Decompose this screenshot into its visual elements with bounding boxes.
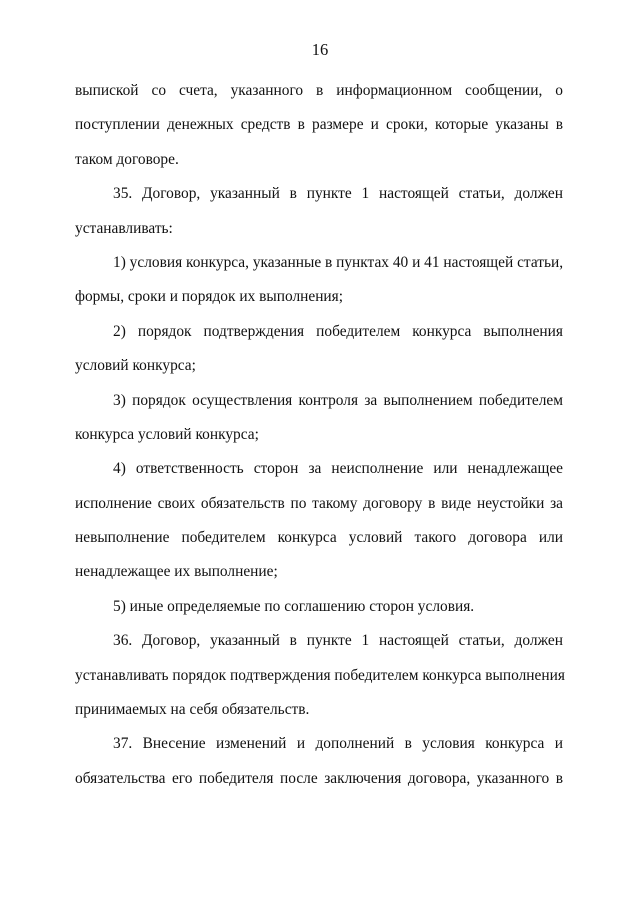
text-line: конкурса условий конкурса; [75, 425, 259, 443]
text-line: исполнение своих обязательств по такому договору в виде неустойки за [75, 494, 563, 512]
paragraph-item-35-3 [75, 388, 563, 457]
text-line: 36. Договор, указанный в пункте 1 настоящей статьи, должен [113, 632, 563, 650]
paragraph-item-37 [75, 731, 563, 800]
text-line: 2) порядок подтверждения победителем конкурса выполнения [113, 322, 563, 340]
document-body [75, 78, 563, 800]
text-line: таком договоре. [75, 150, 179, 168]
text-line: ненадлежащее их выполнение; [75, 563, 278, 581]
text-line: 3) порядок осуществления контроля за выполнением победителем [113, 391, 563, 409]
text-line: устанавливать: [75, 219, 173, 237]
text-line: 4) ответственность сторон за неисполнение или ненадлежащее [113, 460, 563, 478]
paragraph-item-36 [75, 628, 563, 731]
paragraph-continuation [75, 78, 563, 181]
text-line: 37. Внесение изменений и дополнений в условия конкурса и [113, 735, 563, 753]
text-line: 1) условия конкурса, указанные в пунктах 40 и 41 настоящей статьи, [113, 253, 564, 271]
text-line: устанавливать порядок подтверждения победителем конкурса выполнения [75, 666, 565, 684]
text-line: условий конкурса; [75, 357, 196, 375]
text-line: принимаемых на себя обязательств. [75, 701, 310, 719]
paragraph-item-35-5 [75, 594, 563, 628]
text-line: 35. Договор, указанный в пункте 1 настоящей статьи, должен [113, 185, 563, 203]
paragraph-item-35 [75, 181, 563, 250]
paragraph-item-35-2 [75, 319, 563, 388]
text-line: 5) иные определяемые по соглашению сторон условия. [113, 597, 475, 615]
text-line: выпиской со счета, указанного в информационном сообщении, о [75, 82, 563, 99]
paragraph-item-35-1 [75, 250, 563, 319]
paragraph-item-35-4 [75, 456, 563, 594]
text-line: невыполнение победителем конкурса условий такого договора или [75, 529, 563, 547]
text-line: поступлении денежных средств в размере и сроки, которые указаны в [75, 116, 563, 134]
page-number: 16 [311, 40, 329, 59]
text-line: формы, сроки и порядок их выполнения; [75, 288, 344, 306]
text-line: обязательства его победителя после заключения договора, указанного в [75, 769, 563, 787]
